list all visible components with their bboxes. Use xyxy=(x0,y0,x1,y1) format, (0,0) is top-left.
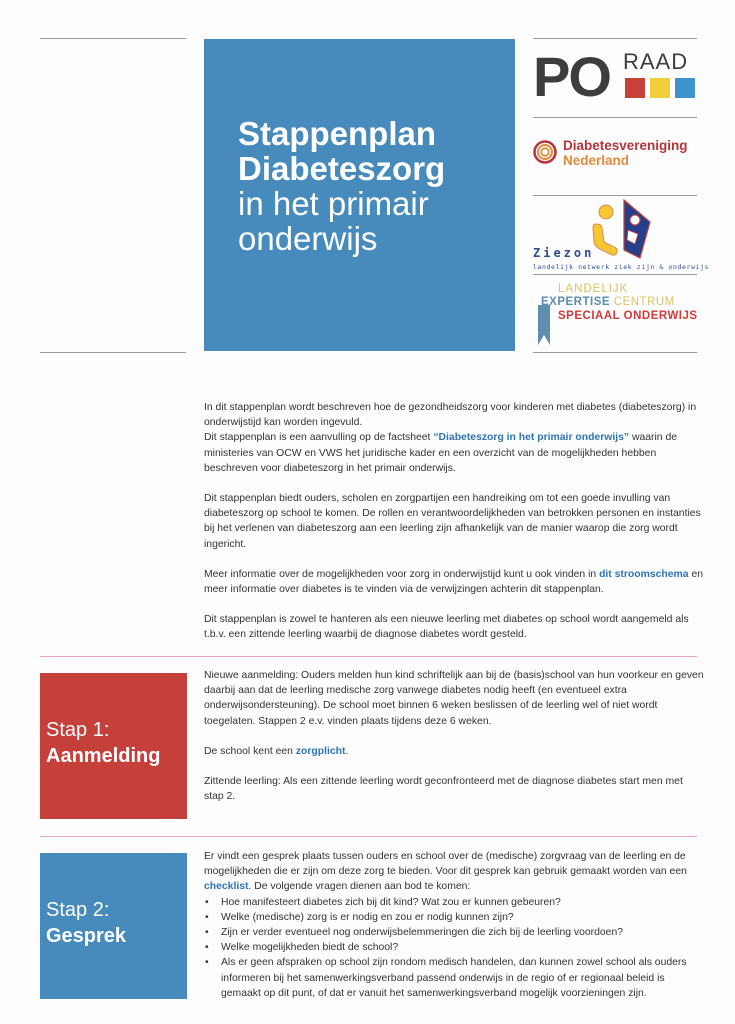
diabetesvereniging-name: Diabetesvereniging xyxy=(563,138,688,153)
diabetesvereniging-country: Nederland xyxy=(563,153,630,168)
intro-p3-b: en meer informatie over diabetes is te vinden via de verwijzingen achterin dit stappenplan. xyxy=(204,568,704,596)
logo-rule-5 xyxy=(533,352,697,353)
lecso-line-2a: EXPERTISE xyxy=(541,296,611,308)
intro-p1-b: Dit stappenplan is een aanvulling op de factsheet xyxy=(204,432,434,444)
document-title xyxy=(238,116,445,256)
title-line-3: in het primair xyxy=(238,185,429,222)
intro-section xyxy=(204,400,704,658)
step-1-p2-b: . xyxy=(345,745,349,757)
title-line-2: Diabeteszorg xyxy=(238,150,446,187)
step-1-content xyxy=(204,668,704,819)
intro-paragraph-1 xyxy=(204,400,704,476)
intro-p3-a: Meer informatie over de mogelijkheden voor zorg in onderwijstijd kunt u ook vinden in xyxy=(204,568,600,580)
checklist-link[interactable]: checklist xyxy=(204,881,249,893)
step-2-p1-a: Er vindt een gesprek plaats tussen ouders en school over de (medische) zorgvraag van de leerling en de mogelijkheden die er zijn om deze zorg te bieden. Voor dit gesprek kan gebruik gemaakt worden van een xyxy=(204,851,687,878)
title-line-4: onderwijs xyxy=(238,220,378,257)
ziezon-figures-icon xyxy=(588,198,658,260)
step-2-divider xyxy=(40,836,697,837)
intro-paragraph-4: Dit stappenplan is zowel te hanteren als een nieuwe leerling met diabetes op school wordt aangemeld als t.b.v. een zittende leerling waarbij de diagnose diabetes wordt gesteld. xyxy=(204,614,689,641)
bottom-left-rule xyxy=(40,352,186,353)
lecso-line-2 xyxy=(541,296,675,308)
step-2-content xyxy=(204,849,704,1001)
po-raad-logo xyxy=(533,45,698,110)
step-1-paragraph-2 xyxy=(204,744,704,759)
logo-rule-2 xyxy=(533,117,697,118)
step-2-name: Gesprek xyxy=(46,925,127,947)
step-1-divider xyxy=(40,656,697,657)
bookmark-ribbon-icon xyxy=(538,305,550,345)
concentric-rings-icon xyxy=(533,140,557,164)
lecso-logo xyxy=(533,283,703,343)
logo-rule-3 xyxy=(533,195,697,196)
ziezon-name: Ziezon xyxy=(533,246,595,260)
lecso-line-1: LANDELIJK xyxy=(558,283,629,295)
logo-rule-1 xyxy=(533,38,697,39)
ziezon-logo xyxy=(533,198,710,272)
intro-p1-a: In dit stappenplan wordt beschreven hoe de gezondheidszorg voor kinderen met diabetes (diabeteszorg) in onderwijstijd kan worden ingevuld. xyxy=(204,402,697,429)
step-2-number: Stap 2: xyxy=(46,899,110,921)
step-2-question-list xyxy=(204,895,704,1001)
lecso-line-2b: CENTRUM xyxy=(613,296,675,308)
step-1-paragraph-1: Nieuwe aanmelding: Ouders melden hun kind schriftelijk aan bij de (basis)school van hun voorkeur en geven daarbij aan dat de leerling medische zorg vanwege diabetes nodig heeft (en eventueel extra onderwijsondersteuning). De school moet binnen 6 weken beslissen of de leerling wel of niet wordt toegelaten. Stappen 2 e.v. vinden plaats tijdens deze 6 weken. xyxy=(204,670,704,727)
title-line-1: Stappenplan xyxy=(238,115,437,152)
po-raad-logo-po: PO xyxy=(533,45,610,108)
zorgplicht-link[interactable]: zorgplicht xyxy=(295,745,346,757)
list-item: • Als er geen afspraken op school zijn rondom medisch handelen, dan kunnen zowel school als ouders informeren bij het samenwerkingsverband passend onderwijs in de regio of er regionaal beleid is gemaakt op dit punt, of dat er vanuit het samenwerkingsverband mogelijk voorzieningen zijn. xyxy=(204,955,704,1001)
diabetesvereniging-logo xyxy=(533,138,703,178)
list-item: • Hoe manifesteert diabetes zich bij dit kind? Wat zou er kunnen gebeuren? xyxy=(204,895,704,910)
step-1-name: Aanmelding xyxy=(46,745,161,767)
list-item: • Welke (medische) zorg is er nodig en zou er nodig kunnen zijn? xyxy=(204,910,704,925)
factsheet-link[interactable]: “Diabeteszorg in het primair onderwijs” xyxy=(433,432,630,444)
list-item: • Zijn er verder eventueel nog onderwijsbelemmeringen die zich bij de leerling voordoen? xyxy=(204,925,704,940)
red-square-icon xyxy=(625,78,645,98)
step-1-label-box xyxy=(40,673,187,819)
list-item: • Welke mogelijkheden biedt de school? xyxy=(204,940,704,955)
step-1-number: Stap 1: xyxy=(46,719,110,741)
lecso-line-3: SPECIAAL ONDERWIJS xyxy=(558,310,698,322)
blue-square-icon xyxy=(675,78,695,98)
step-2-label-box xyxy=(40,853,187,999)
document-title-block xyxy=(204,39,515,351)
step-2-p1-b: . De volgende vragen dienen aan bod te komen: xyxy=(248,881,471,893)
intro-paragraph-2: Dit stappenplan biedt ouders, scholen en zorgpartijen een handreiking om tot een goede invulling van diabeteszorg op school te komen. De rollen en verantwoordelijkheden van betrokken personen en instanties bij het verlenen van diabeteszorg aan een leerling zijn afhankelijk van de manier waarop die zorg wordt ingericht. xyxy=(204,493,701,550)
stroomschema-link[interactable]: dit stroomschema xyxy=(599,568,689,580)
logo-rule-4 xyxy=(533,274,697,275)
step-1-p2-a: De school kent een xyxy=(204,745,296,757)
top-left-rule xyxy=(40,38,186,39)
intro-p1-c: waarin de ministeries van OCW en VWS het juridische kader en een overzicht van de mogelijkheden hebben beschreven voor diabeteszorg in het primair onderwijs. xyxy=(204,432,678,474)
po-raad-logo-raad: RAAD xyxy=(623,49,689,74)
ziezon-tagline: landelijk netwerk ziek zijn & onderwijs xyxy=(533,263,710,271)
step-2-paragraph-1 xyxy=(204,849,704,895)
step-1-paragraph-3: Zittende leerling: Als een zittende leerling wordt geconfronteerd met de diagnose diabetes start men met stap 2. xyxy=(204,776,683,803)
intro-paragraph-3 xyxy=(204,567,704,597)
yellow-square-icon xyxy=(650,78,670,98)
